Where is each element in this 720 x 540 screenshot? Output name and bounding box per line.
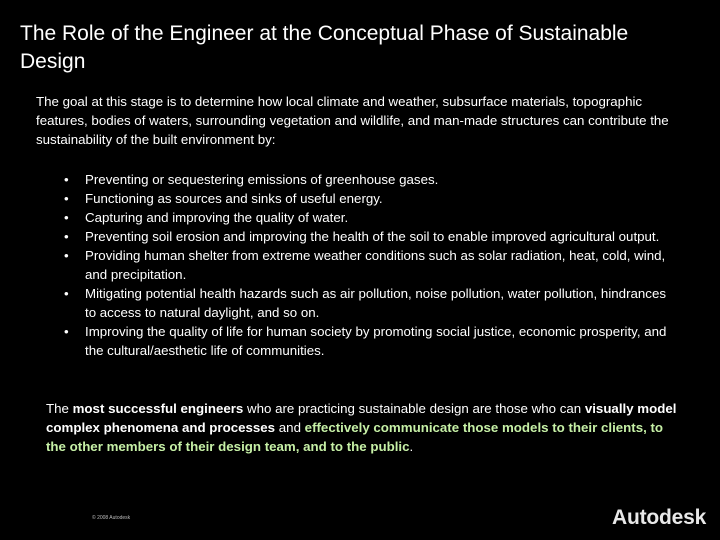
slide-title: The Role of the Engineer at the Conceptual Phase of Sustainable Design [20, 22, 629, 73]
bullet-icon: • [64, 286, 69, 301]
list-item-text: Functioning as sources and sinks of useful energy. [85, 191, 383, 206]
bullet-icon: • [64, 248, 69, 263]
list-item-text: Preventing soil erosion and improving the health of the soil to enable improved agricultural output. [85, 229, 660, 244]
copyright-notice: © 2008 Autodesk [92, 515, 131, 521]
list-item [64, 246, 674, 284]
list-item-text: Improving the quality of life for human society by promoting social justice, economic prosperity, and the cultural/aesthetic life of communities. [85, 324, 667, 358]
list-item [64, 284, 674, 322]
conclusion-highlight: effectively communicate those models to their clients, to the other members of their design team, and to the public [46, 420, 664, 454]
list-item [64, 322, 674, 360]
list-item [64, 170, 674, 189]
conclusion-text: and [275, 420, 305, 435]
list-item-text: Providing human shelter from extreme weather conditions such as solar radiation, heat, cold, wind, and precipitation. [85, 248, 666, 282]
conclusion-text: . [409, 439, 414, 454]
conclusion-text: who are practicing sustainable design are those who can [243, 401, 585, 416]
intro-paragraph: The goal at this stage is to determine how local climate and weather, subsurface materials, topographic features, bodies of waters, surrounding vegetation and wildlife, and man-made structures can contribute the sustainability of the built environment by: [36, 94, 669, 147]
bullet-icon: • [64, 210, 69, 225]
conclusion-emphasis: visually model complex phenomena and processes [46, 401, 677, 435]
list-item [64, 208, 674, 227]
conclusion-paragraph [46, 399, 682, 456]
bullet-icon: • [64, 229, 69, 244]
list-item [64, 227, 674, 246]
conclusion-emphasis: most successful engineers [72, 401, 244, 416]
bullet-icon: • [64, 324, 69, 339]
bullet-icon: • [64, 191, 69, 206]
list-item [64, 189, 674, 208]
bullet-icon: • [64, 172, 69, 187]
list-item-text: Mitigating potential health hazards such as air pollution, noise pollution, water pollution, hindrances to access to natural daylight, and so on. [85, 286, 666, 320]
conclusion-text: The [46, 401, 73, 416]
bullet-list [64, 170, 674, 360]
list-item-text: Preventing or sequestering emissions of greenhouse gases. [85, 172, 439, 187]
list-item-text: Capturing and improving the quality of water. [85, 210, 349, 225]
autodesk-logo: Autodesk [612, 506, 707, 529]
